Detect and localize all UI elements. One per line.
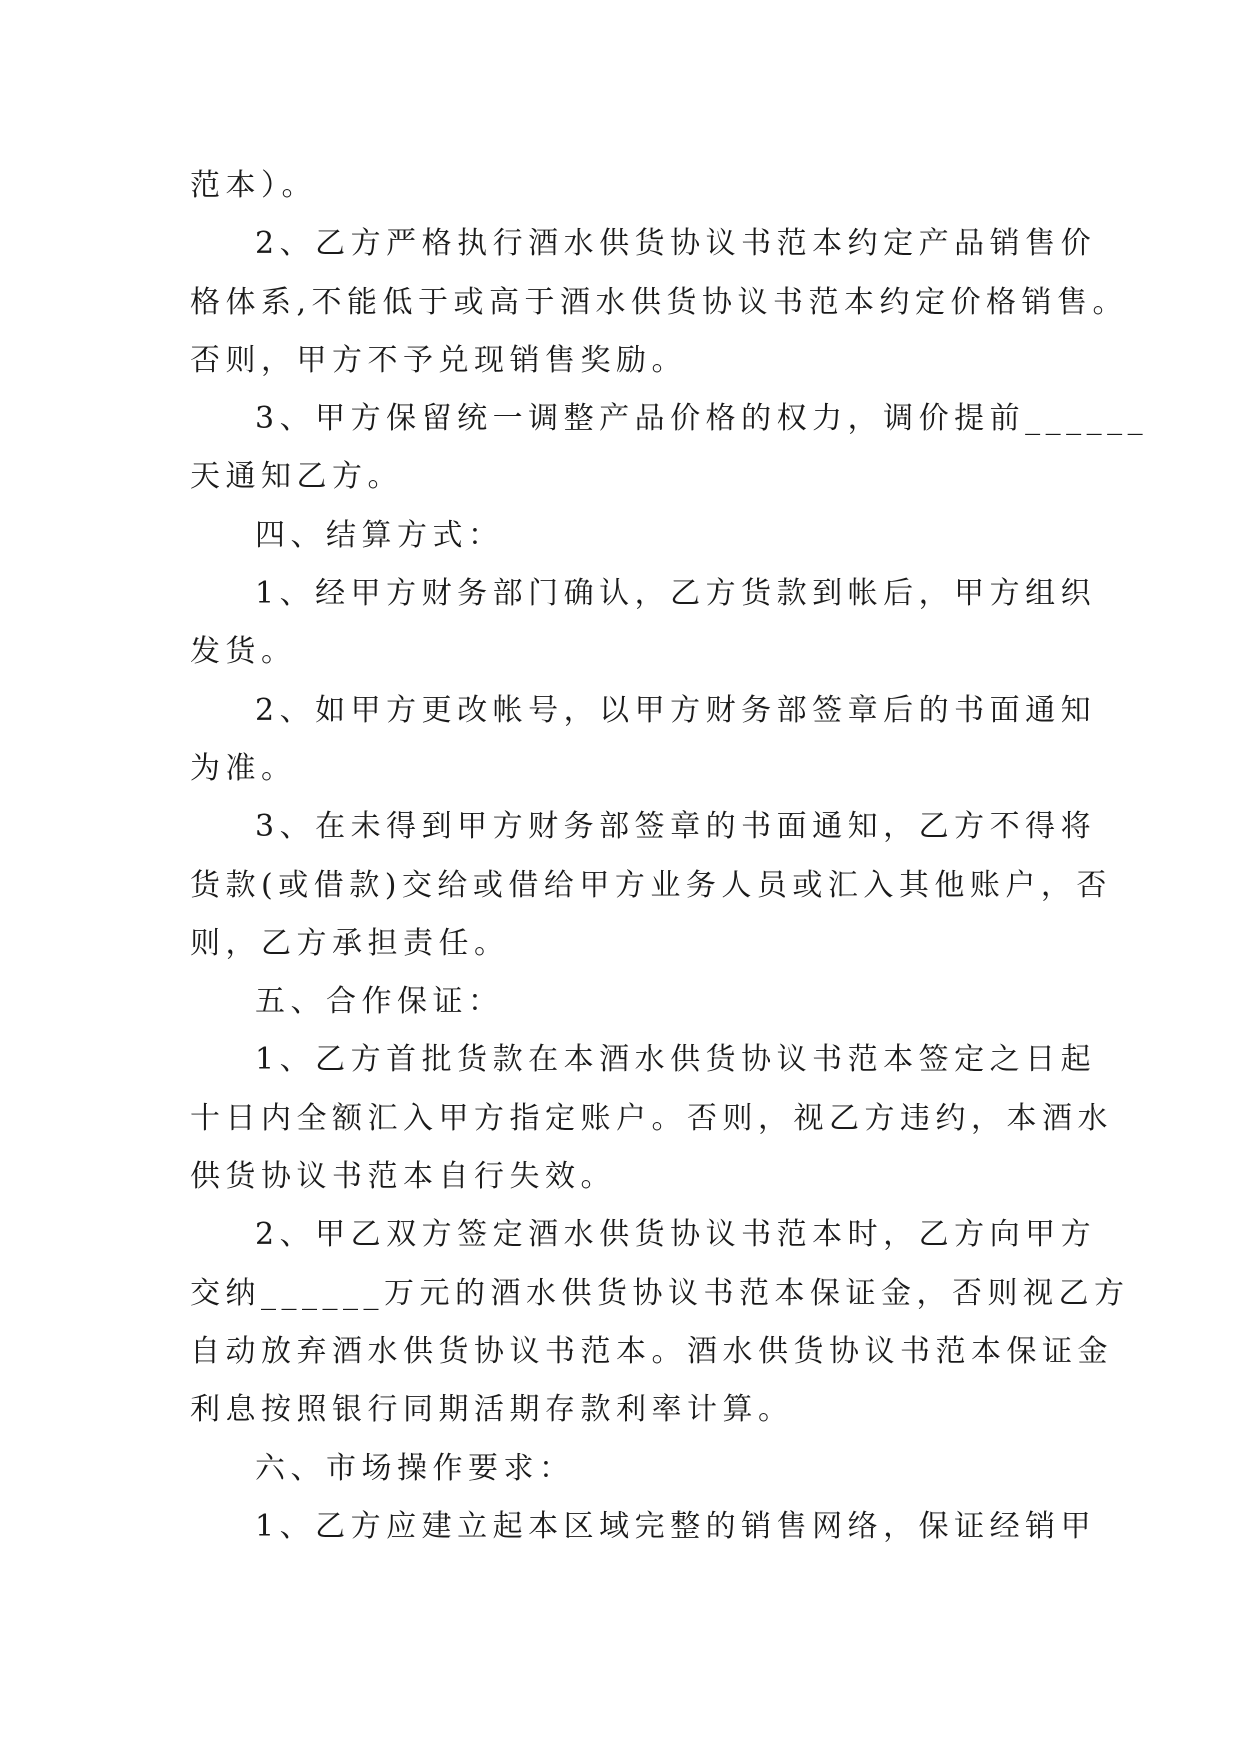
text-line: 2、如甲方更改帐号，以甲方财务部签章后的书面通知 [255,692,1097,728]
text-line: 1、乙方首批货款在本酒水供货协议书范本签定之日起 [255,1042,1097,1078]
section-heading: 四、结算方式： [255,517,504,553]
text-line: 1、乙方应建立起本区域完整的销售网络，保证经销甲 [255,1508,1097,1544]
text-line: 十日内全额汇入甲方指定账户。否则，视乙方违约，本酒水 [190,1100,1113,1136]
text-line: 3、甲方保留统一调整产品价格的权力，调价提前______ [255,401,1149,437]
text-line: 供货协议书范本自行失效。 [190,1159,616,1195]
text-line: 天通知乙方。 [190,459,403,495]
text-line: 利息按照银行同期活期存款利率计算。 [190,1392,794,1428]
text-line: 为准。 [190,750,297,786]
text-line: 则，乙方承担责任。 [190,925,510,961]
text-line: 格体系,不能低于或高于酒水供货协议书范本约定价格销售。 [190,284,1129,320]
text-line: 3、在未得到甲方财务部签章的书面通知，乙方不得将 [255,809,1097,845]
text-line: 1、经甲方财务部门确认，乙方货款到帐后，甲方组织 [255,576,1097,612]
text-line: 交纳______万元的酒水供货协议书范本保证金，否则视乙方 [190,1275,1130,1311]
text-line: 发货。 [190,634,297,670]
section-heading: 五、合作保证： [255,984,504,1020]
document-body [190,157,1149,1556]
text-line: 否则，甲方不予兑现销售奖励。 [190,342,687,378]
text-line: 范本）。 [190,168,317,203]
text-line: 2、甲乙双方签定酒水供货协议书范本时，乙方向甲方 [255,1217,1097,1253]
section-heading: 六、市场操作要求： [255,1450,575,1486]
text-line: 货款(或借款)交给或借给甲方业务人员或汇入其他账户，否 [190,867,1112,903]
text-line: 2、乙方严格执行酒水供货协议书范本约定产品销售价 [255,226,1097,262]
text-line: 自动放弃酒水供货协议书范本。酒水供货协议书范本保证金 [190,1333,1113,1369]
